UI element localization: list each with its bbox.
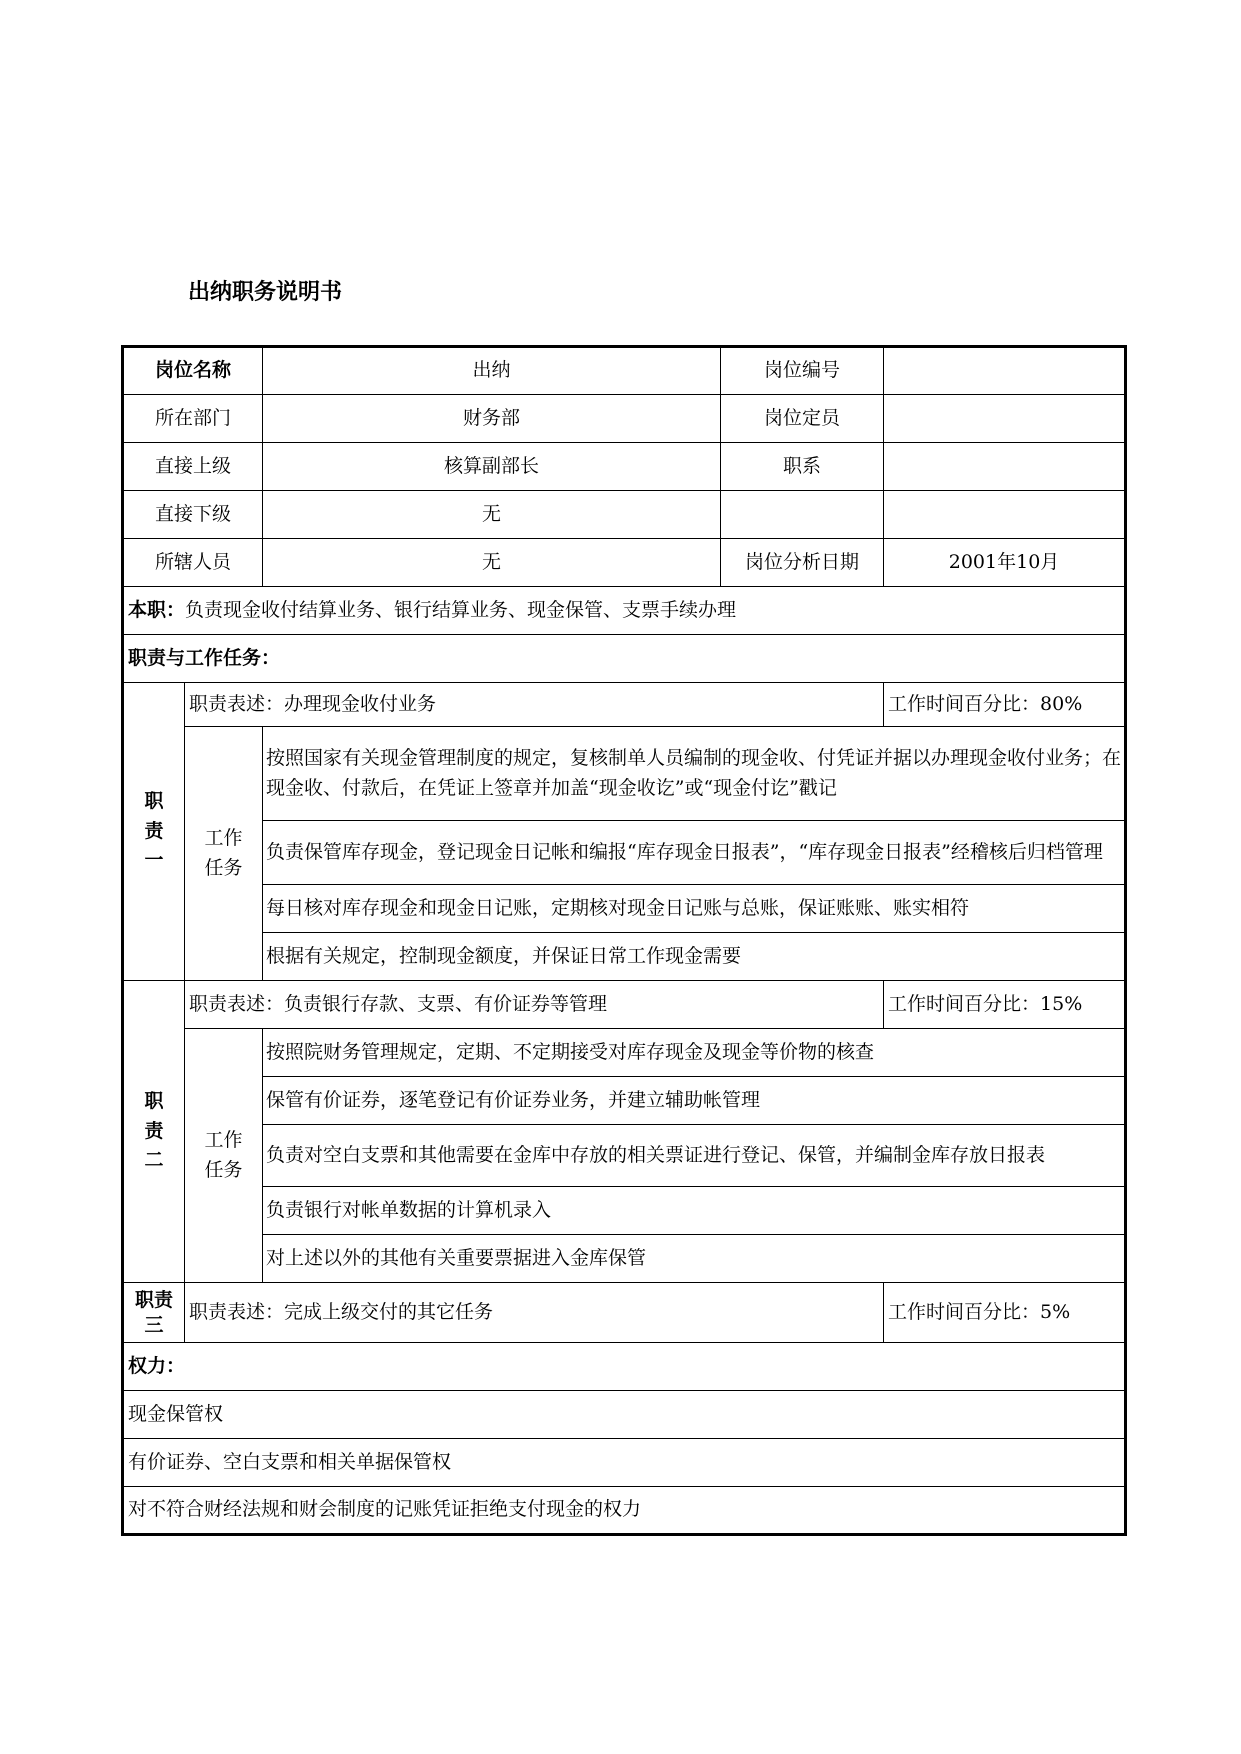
task-row — [123, 821, 1126, 885]
info-value: 无 — [263, 491, 721, 539]
info-label: 职系 — [721, 443, 884, 491]
info-row — [123, 443, 1126, 491]
benzhi-text: 负责现金收付结算业务、银行结算业务、现金保管、支票手续办理 — [185, 598, 737, 621]
benzhi-label: 本职： — [128, 598, 186, 621]
task-row — [123, 933, 1126, 981]
task-row — [123, 1077, 1126, 1125]
info-label: 岗位分析日期 — [721, 539, 884, 587]
task-item: 按照国家有关现金管理制度的规定，复核制单人员编制的现金收、付凭证并据以办理现金收付业务；在现金收、付款后，在凭证上签章并加盖“现金收讫”或“现金付讫”戳记 — [263, 727, 1126, 821]
info-label — [721, 491, 884, 539]
document-title: 出纳职务说明书 — [188, 280, 343, 305]
info-value — [884, 491, 1126, 539]
task-row — [123, 1187, 1126, 1235]
info-value — [884, 395, 1126, 443]
duty-description: 职责表述：办理现金收付业务 — [185, 683, 884, 727]
task-label: 工作 任务 — [185, 1029, 263, 1283]
task-row — [123, 727, 1126, 821]
info-label: 岗位名称 — [123, 347, 263, 395]
task-item: 根据有关规定，控制现金额度，并保证日常工作现金需要 — [263, 933, 1126, 981]
info-label: 所在部门 — [123, 395, 263, 443]
info-label: 所辖人员 — [123, 539, 263, 587]
duty-time-percentage: 工作时间百分比：15% — [884, 981, 1126, 1029]
info-row — [123, 539, 1126, 587]
authority-item: 有价证券、空白支票和相关单据保管权 — [123, 1439, 1126, 1487]
duty-desc-row — [123, 981, 1126, 1029]
duty-time-percentage: 工作时间百分比：5% — [884, 1283, 1126, 1343]
task-item: 对上述以外的其他有关重要票据进入金库保管 — [263, 1235, 1126, 1283]
duties-heading-row — [123, 635, 1126, 683]
job-description-table — [121, 345, 1127, 1536]
info-value: 出纳 — [263, 347, 721, 395]
task-row — [123, 1029, 1126, 1077]
info-label: 直接下级 — [123, 491, 263, 539]
duty-description: 职责表述：完成上级交付的其它任务 — [185, 1283, 884, 1343]
duty-description: 职责表述：负责银行存款、支票、有价证券等管理 — [185, 981, 884, 1029]
info-row — [123, 395, 1126, 443]
info-value — [884, 347, 1126, 395]
authority-row — [123, 1391, 1126, 1439]
task-item: 负责保管库存现金，登记现金日记帐和编报“库存现金日报表”，“库存现金日报表”经稽核后归档管理 — [263, 821, 1126, 885]
task-item: 每日核对库存现金和现金日记账，定期核对现金日记账与总账，保证账账、账实相符 — [263, 885, 1126, 933]
info-row — [123, 491, 1126, 539]
duty-2-label: 职 责 二 — [123, 981, 185, 1283]
info-value: 无 — [263, 539, 721, 587]
info-value: 核算副部长 — [263, 443, 721, 491]
duties-heading: 职责与工作任务： — [123, 635, 1126, 683]
task-row — [123, 1125, 1126, 1187]
benzhi-cell — [123, 587, 1126, 635]
duty-1-label: 职 责 一 — [123, 683, 185, 981]
duty-3-label: 职责 三 — [123, 1283, 185, 1343]
task-row — [123, 1235, 1126, 1283]
authority-row — [123, 1439, 1126, 1487]
task-label: 工作 任务 — [185, 727, 263, 981]
task-item: 负责银行对帐单数据的计算机录入 — [263, 1187, 1126, 1235]
task-row — [123, 885, 1126, 933]
duty-time-percentage: 工作时间百分比：80% — [884, 683, 1126, 727]
duty-desc-row — [123, 683, 1126, 727]
info-row — [123, 347, 1126, 395]
info-value: 财务部 — [263, 395, 721, 443]
info-label: 岗位编号 — [721, 347, 884, 395]
info-value — [884, 443, 1126, 491]
task-item: 按照院财务管理规定，定期、不定期接受对库存现金及现金等价物的核查 — [263, 1029, 1126, 1077]
info-label: 岗位定员 — [721, 395, 884, 443]
benzhi-row — [123, 587, 1126, 635]
authority-row — [123, 1487, 1126, 1535]
info-label: 直接上级 — [123, 443, 263, 491]
task-item: 保管有价证券，逐笔登记有价证券业务，并建立辅助帐管理 — [263, 1077, 1126, 1125]
duty-desc-row — [123, 1283, 1126, 1343]
authority-item: 现金保管权 — [123, 1391, 1126, 1439]
authority-item: 对不符合财经法规和财会制度的记账凭证拒绝支付现金的权力 — [123, 1487, 1126, 1535]
info-value: 2001年10月 — [884, 539, 1126, 587]
authority-heading: 权力： — [123, 1343, 1126, 1391]
task-item: 负责对空白支票和其他需要在金库中存放的相关票证进行登记、保管，并编制金库存放日报表 — [263, 1125, 1126, 1187]
authority-heading-row — [123, 1343, 1126, 1391]
